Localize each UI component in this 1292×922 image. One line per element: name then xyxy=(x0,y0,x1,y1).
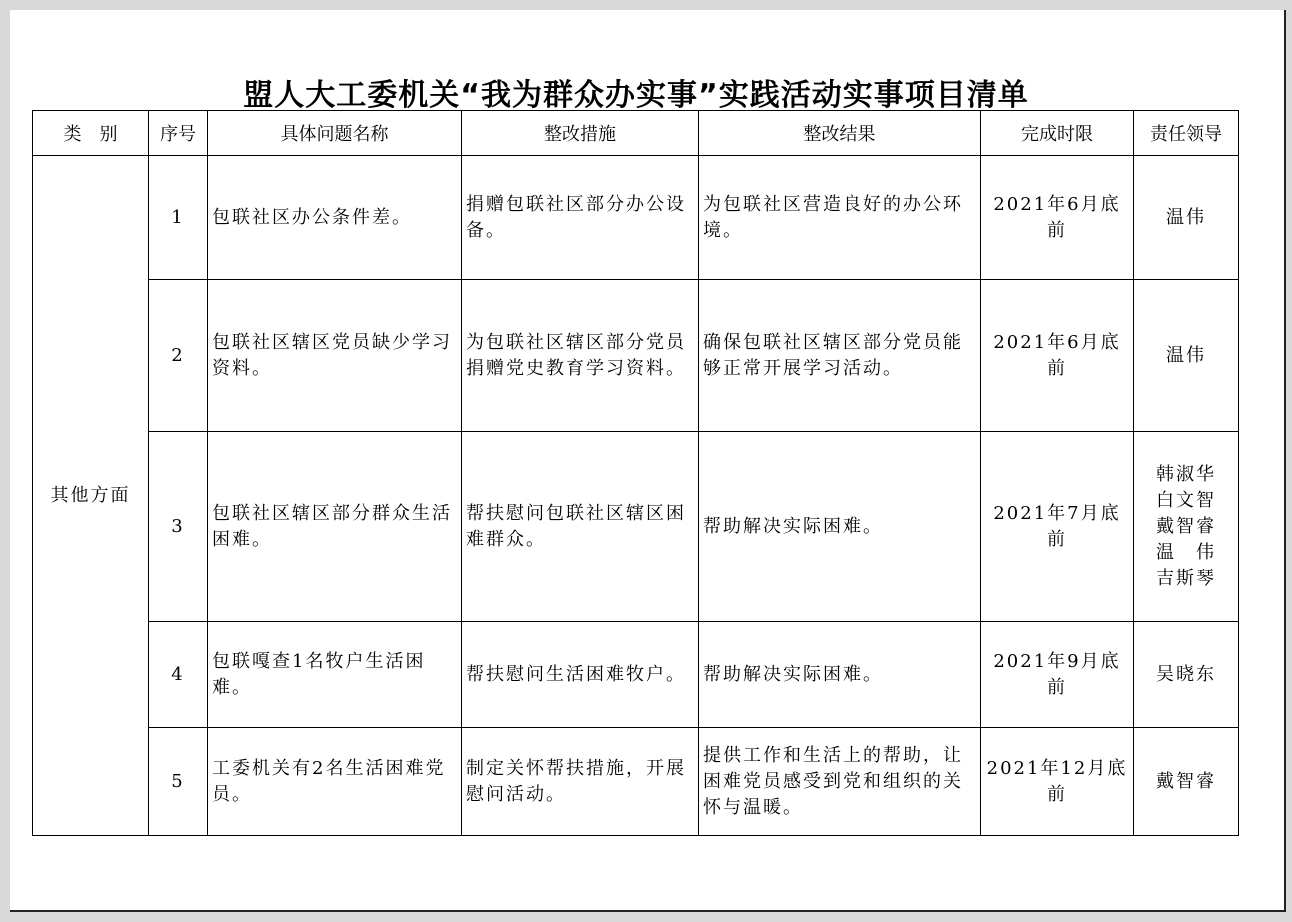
measures-cell: 帮扶慰问生活困难牧户。 xyxy=(462,622,699,728)
leader-cell xyxy=(1134,156,1239,280)
result-cell: 提供工作和生活上的帮助，让困难党员感受到党和组织的关怀与温暖。 xyxy=(699,728,981,836)
deadline-cell: 2021年12月底前 xyxy=(981,728,1134,836)
seq-cell: 1 xyxy=(149,156,208,280)
deadline-cell: 2021年7月底前 xyxy=(981,432,1134,622)
table-row xyxy=(33,432,1239,622)
leader-cell xyxy=(1134,280,1239,432)
problem-cell: 包联社区辖区部分群众生活困难。 xyxy=(208,432,462,622)
document-title: 盟人大工委机关“我为群众办实事”实践活动实事项目清单 xyxy=(243,78,1029,113)
header-seq: 序号 xyxy=(149,111,208,156)
result-cell: 帮助解决实际困难。 xyxy=(699,622,981,728)
table-row xyxy=(33,728,1239,836)
table-row xyxy=(33,280,1239,432)
leader-name: 温 伟 xyxy=(1156,541,1216,563)
problem-cell: 包联社区辖区党员缺少学习资料。 xyxy=(208,280,462,432)
measures-cell: 帮扶慰问包联社区辖区困难群众。 xyxy=(462,432,699,622)
header-measures: 整改措施 xyxy=(462,111,699,156)
leader-name: 吴晓东 xyxy=(1156,663,1216,685)
seq-cell: 2 xyxy=(149,280,208,432)
seq-cell: 3 xyxy=(149,432,208,622)
leader-name: 戴智睿 xyxy=(1156,770,1216,792)
seq-cell: 5 xyxy=(149,728,208,836)
deadline-cell: 2021年6月底前 xyxy=(981,280,1134,432)
measures-cell: 制定关怀帮扶措施，开展慰问活动。 xyxy=(462,728,699,836)
leader-cell xyxy=(1134,432,1239,622)
result-cell: 为包联社区营造良好的办公环境。 xyxy=(699,156,981,280)
seq-cell: 4 xyxy=(149,622,208,728)
result-cell: 帮助解决实际困难。 xyxy=(699,432,981,622)
leader-name: 吉斯琴 xyxy=(1156,567,1216,589)
result-cell: 确保包联社区辖区部分党员能够正常开展学习活动。 xyxy=(699,280,981,432)
leader-cell xyxy=(1134,622,1239,728)
leader-name: 白文智 xyxy=(1156,489,1216,511)
header-result: 整改结果 xyxy=(699,111,981,156)
problem-cell: 包联社区办公条件差。 xyxy=(208,156,462,280)
header-problem: 具体问题名称 xyxy=(208,111,462,156)
problem-cell: 包联嘎查1名牧户生活困难。 xyxy=(208,622,462,728)
leader-cell xyxy=(1134,728,1239,836)
leader-name: 韩淑华 xyxy=(1156,463,1216,485)
deadline-cell: 2021年9月底前 xyxy=(981,622,1134,728)
measures-cell: 捐赠包联社区部分办公设备。 xyxy=(462,156,699,280)
project-list-table xyxy=(32,110,1239,836)
leader-name: 温伟 xyxy=(1166,344,1206,366)
header-deadline: 完成时限 xyxy=(981,111,1134,156)
problem-cell: 工委机关有2名生活困难党员。 xyxy=(208,728,462,836)
leader-name: 戴智睿 xyxy=(1156,515,1216,537)
table-header-row xyxy=(33,111,1239,156)
measures-cell: 为包联社区辖区部分党员捐赠党史教育学习资料。 xyxy=(462,280,699,432)
deadline-cell: 2021年6月底前 xyxy=(981,156,1134,280)
table-row xyxy=(33,622,1239,728)
leader-name: 温伟 xyxy=(1166,206,1206,228)
header-leader: 责任领导 xyxy=(1134,111,1239,156)
category-cell: 其他方面 xyxy=(33,156,149,836)
table-row xyxy=(33,156,1239,280)
header-category: 类 别 xyxy=(33,111,149,156)
